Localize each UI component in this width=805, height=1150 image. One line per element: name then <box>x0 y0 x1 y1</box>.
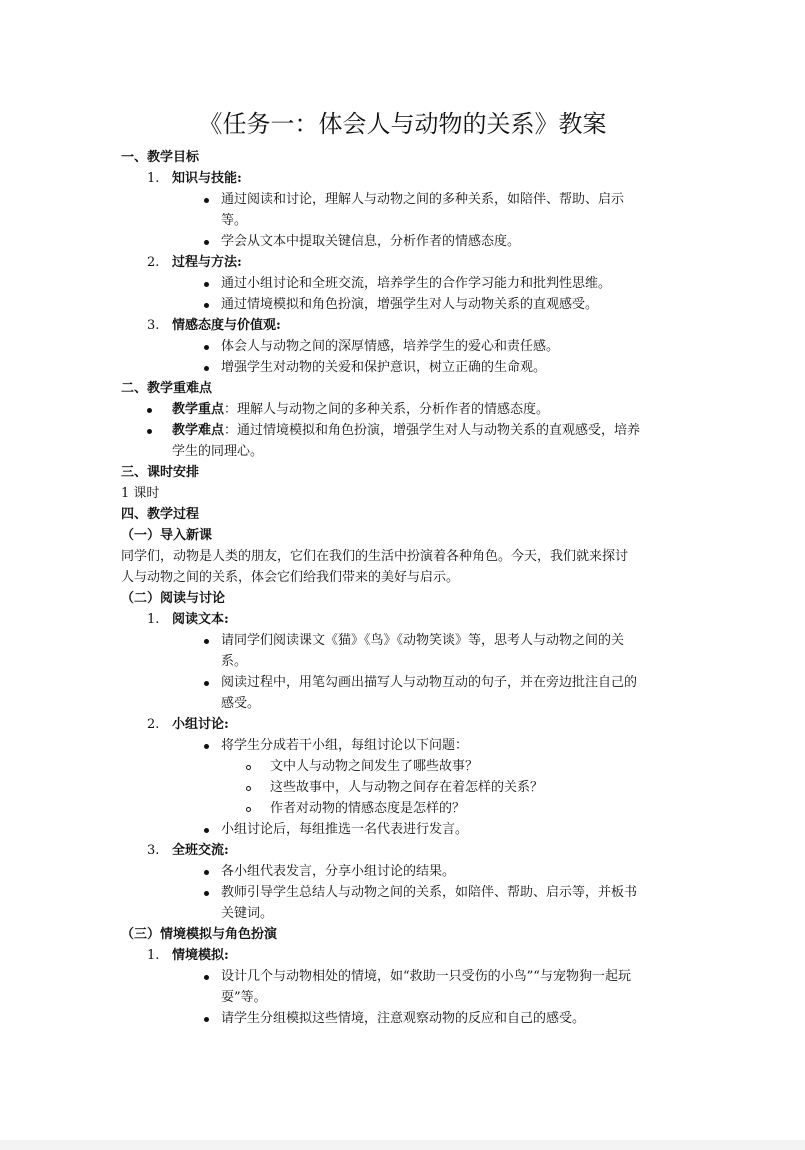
bullet-icon <box>204 891 209 896</box>
bullet-icon <box>204 681 209 686</box>
bullet-icon <box>204 870 209 875</box>
bullet-text: 请学生分组模拟这些情境，注意观察动物的反应和自己的感受。 <box>221 1011 586 1026</box>
bullet-icon <box>147 408 152 413</box>
key-point-label: 教学重点 <box>172 402 225 417</box>
section-heading-process: 四、教学过程 <box>121 507 200 522</box>
circle-bullet-icon <box>246 786 251 791</box>
bullet-icon <box>147 429 152 434</box>
bullet-icon <box>204 975 209 980</box>
bullet-text: 增强学生对动物的关爱和保护意识，树立正确的生命观。 <box>221 360 547 375</box>
list-number: 1. <box>147 171 160 186</box>
bullet-text: 各小组代表发言，分享小组讨论的结果。 <box>221 864 456 879</box>
subsection-label: 小组讨论: <box>172 717 229 732</box>
subsection-label: 阅读文本: <box>172 612 229 627</box>
bullet-text-cont: 关键词。 <box>221 906 274 921</box>
list-number: 2. <box>147 717 160 732</box>
bullet-text: 教师引导学生总结人与动物之间的关系，如陪伴、帮助、启示等，并板书 <box>221 885 638 900</box>
process-part-heading: （二）阅读与讨论 <box>121 591 226 606</box>
bullet-icon <box>204 345 209 350</box>
circle-bullet-icon <box>246 807 251 812</box>
bullet-text-cont: 系。 <box>221 654 248 669</box>
key-point-text: ：通过情境模拟和角色扮演，增强学生对人与动物关系的直观感受，培养 <box>224 423 641 438</box>
key-point-text: ：理解人与动物之间的多种关系，分析作者的情感态度。 <box>224 402 550 417</box>
key-point-label: 教学难点 <box>172 423 225 438</box>
list-number: 1. <box>147 612 160 627</box>
subsection-label: 过程与方法: <box>172 255 242 270</box>
bullet-text: 通过小组讨论和全班交流，培养学生的合作学习能力和批判性思维。 <box>221 276 612 291</box>
bullet-icon <box>204 240 209 245</box>
bullet-text: 通过情境模拟和角色扮演，增强学生对人与动物关系的直观感受。 <box>221 297 599 312</box>
list-number: 3. <box>147 843 160 858</box>
bullet-text-cont: 耍”等。 <box>221 990 267 1005</box>
bullet-text: 体会人与动物之间的深厚情感，培养学生的爱心和责任感。 <box>221 339 560 354</box>
question-item: 文中人与动物之间发生了哪些故事？ <box>270 759 479 774</box>
section-heading-key-points: 二、教学重难点 <box>121 381 213 396</box>
list-number: 2. <box>147 255 160 270</box>
subsection-label: 知识与技能: <box>172 171 242 186</box>
process-part-heading: （一）导入新课 <box>121 528 213 543</box>
bullet-text: 设计几个与动物相处的情境，如“救助一只受伤的小鸟”“与宠物狗一起玩 <box>221 969 631 984</box>
bullet-text-cont: 感受。 <box>221 696 261 711</box>
schedule-text: 1 课时 <box>121 486 160 501</box>
document-title: 《任务一：体会人与动物的关系》教案 <box>198 110 607 138</box>
bullet-text: 小组讨论后，每组推选一名代表进行发言。 <box>221 822 469 837</box>
subsection-label: 情境模拟: <box>172 948 229 963</box>
bullet-text: 请同学们阅读课文《猫》《鸟》《动物笑谈》等，思考人与动物之间的关 <box>221 633 625 648</box>
question-item: 作者对动物的情感态度是怎样的？ <box>270 801 466 816</box>
bullet-icon <box>204 744 209 749</box>
bullet-icon <box>204 1017 209 1022</box>
bullet-text: 学会从文本中提取关键信息，分析作者的情感态度。 <box>221 234 521 249</box>
list-number: 1. <box>147 948 160 963</box>
question-item: 这些故事中，人与动物之间存在着怎样的关系？ <box>270 780 544 795</box>
section-heading-schedule: 三、课时安排 <box>121 465 200 480</box>
bullet-icon <box>204 639 209 644</box>
bullet-text-cont: 等。 <box>221 213 248 228</box>
paragraph-text: 人与动物之间的关系，体会它们给我们带来的美好与启示。 <box>121 570 460 585</box>
circle-bullet-icon <box>246 765 251 770</box>
bullet-icon <box>204 828 209 833</box>
subsection-label: 全班交流: <box>172 843 229 858</box>
bullet-icon <box>204 282 209 287</box>
key-point-item <box>172 399 549 420</box>
bullet-icon <box>204 303 209 308</box>
section-heading-objectives: 一、教学目标 <box>121 150 200 165</box>
key-point-item <box>172 420 640 441</box>
paragraph-text: 同学们，动物是人类的朋友，它们在我们的生活中扮演着各种角色。今天，我们就来探讨 <box>121 549 629 564</box>
bullet-text: 阅读过程中，用笔勾画出描写人与动物互动的句子，并在旁边批注自己的 <box>221 675 638 690</box>
bullet-icon <box>204 366 209 371</box>
bullet-text: 通过阅读和讨论，理解人与动物之间的多种关系，如陪伴、帮助、启示 <box>221 192 625 207</box>
bullet-text: 将学生分成若干小组，每组讨论以下问题： <box>221 738 469 753</box>
key-point-text-cont: 学生的同理心。 <box>172 444 264 459</box>
bullet-icon <box>204 198 209 203</box>
process-part-heading: （三）情境模拟与角色扮演 <box>121 927 278 942</box>
subsection-label: 情感态度与价值观: <box>172 318 281 333</box>
list-number: 3. <box>147 318 160 333</box>
